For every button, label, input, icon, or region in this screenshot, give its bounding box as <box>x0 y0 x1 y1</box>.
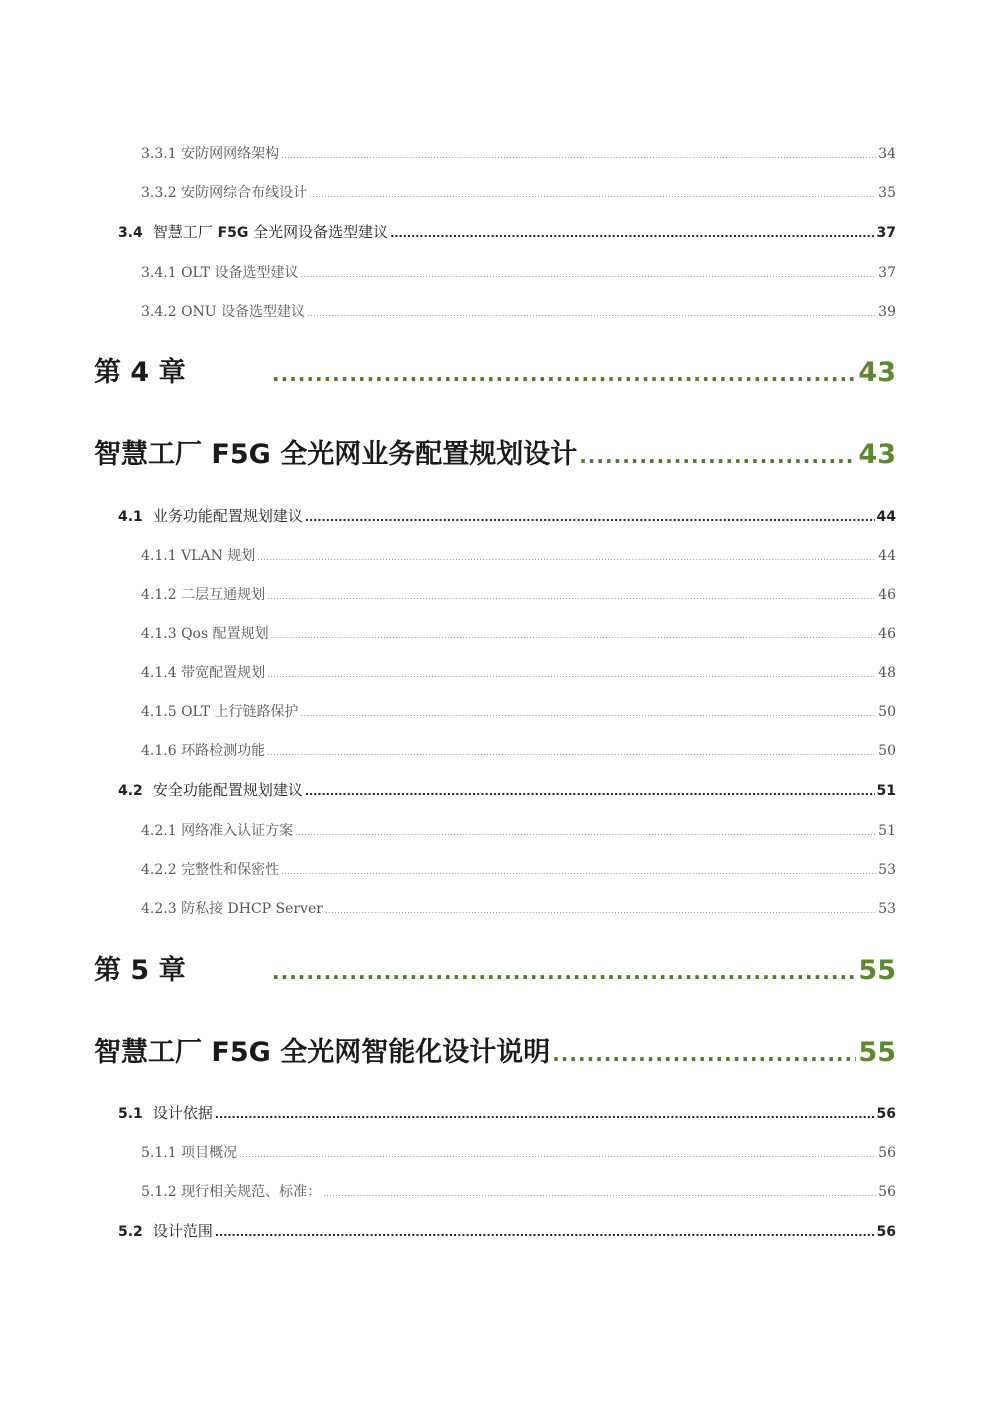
toc-entry-4-2-2[interactable] <box>141 859 896 879</box>
toc-entry-label <box>118 1220 213 1241</box>
title-part: 安全功能配置规划建议 <box>152 781 303 799</box>
toc-entry-5-2[interactable] <box>118 1220 896 1241</box>
dot-leader <box>325 906 876 915</box>
dot-leader <box>215 1226 875 1239</box>
toc-page-number: 56 <box>876 1106 896 1122</box>
toc-entry-4-1-6[interactable] <box>141 740 896 760</box>
dot-leader <box>301 709 877 718</box>
toc-entry-3-4-1[interactable] <box>141 262 896 282</box>
toc-page-number: 50 <box>878 743 896 759</box>
toc-entry-3-4[interactable] <box>118 221 896 242</box>
toc-entry-4-1[interactable] <box>118 505 896 526</box>
dot-leader <box>215 1108 875 1121</box>
toc-chapter-5[interactable] <box>94 948 896 987</box>
dot-leader <box>267 670 876 679</box>
dot-leader <box>257 553 876 562</box>
toc-chapter-5-title[interactable] <box>94 1030 896 1069</box>
toc-entry-label: 3.3.2 安防网综合布线设计 <box>141 185 308 201</box>
toc-page-number: 35 <box>878 185 896 201</box>
title-part: 业务功能配置规划建议 <box>152 507 303 525</box>
toc-entry-label: 智慧工厂 F5G 全光网智能化设计说明 <box>94 1037 551 1068</box>
toc-entry-label: 4.1.2 二层互通规划 <box>141 587 266 603</box>
toc-entry-label <box>118 505 303 526</box>
toc-entry-label: 5.1.2 现行相关规范、标准： <box>141 1184 322 1200</box>
title-part: 设计范围 <box>152 1222 213 1240</box>
toc-page-number: 39 <box>878 304 896 320</box>
dot-leader <box>323 1189 876 1198</box>
title-part: 设计依据 <box>152 1104 213 1122</box>
toc-entry-4-2-1[interactable] <box>141 820 896 840</box>
toc-entry-3-4-2[interactable] <box>141 301 896 321</box>
dot-leader <box>271 631 877 640</box>
toc-page-number: 44 <box>878 548 896 564</box>
toc-page-number: 51 <box>876 783 896 799</box>
toc-entry-4-1-4[interactable] <box>141 662 896 682</box>
dot-leader <box>307 309 876 318</box>
toc-page-number: 55 <box>858 955 896 986</box>
dot-leader <box>281 151 876 160</box>
toc-entry-label: 第 4 章 <box>94 357 186 388</box>
toc-entry-3-3-2[interactable] <box>141 182 896 202</box>
toc-entry-label: 第 5 章 <box>94 955 186 986</box>
toc-chapter-4-title[interactable] <box>94 432 896 471</box>
title-part: 智慧工厂 <box>152 223 218 241</box>
title-part: 全光网设备选型建议 <box>248 223 389 241</box>
dot-leader <box>281 867 876 876</box>
toc-page-number: 43 <box>858 439 896 470</box>
dot-leader <box>309 190 876 199</box>
toc-entry-label <box>118 779 303 800</box>
toc-page-number: 46 <box>878 626 896 642</box>
toc-page-number: 43 <box>858 357 896 388</box>
toc-entry-4-1-5[interactable] <box>141 701 896 721</box>
toc-page-number: 56 <box>878 1145 896 1161</box>
toc-entry-label <box>118 1102 213 1123</box>
toc-entry-4-2-3[interactable] <box>141 898 896 918</box>
toc-page-number: 46 <box>878 587 896 603</box>
dot-leader <box>579 444 856 468</box>
dot-leader <box>305 785 875 798</box>
toc-entry-label: 4.1.6 环路检测功能 <box>141 743 266 759</box>
toc-page-number: 55 <box>858 1037 896 1068</box>
toc-entry-4-1-1[interactable] <box>141 545 896 565</box>
section-number: 4.1 <box>118 509 143 525</box>
toc-entry-label: 4.2.2 完整性和保密性 <box>141 862 280 878</box>
title-bold-part: F5G <box>217 225 249 241</box>
toc-entry-label: 3.4.2 ONU 设备选型建议 <box>141 304 306 320</box>
toc-entry-5-1-1[interactable] <box>141 1142 896 1162</box>
dot-leader <box>239 1150 876 1159</box>
toc-entry-label: 4.2.1 网络准入认证方案 <box>141 823 294 839</box>
toc-entry-4-1-2[interactable] <box>141 584 896 604</box>
toc-entry-label: 4.1.5 OLT 上行链路保护 <box>141 704 299 720</box>
toc-page-number: 56 <box>878 1184 896 1200</box>
toc-page-number: 48 <box>878 665 896 681</box>
toc-entry-label <box>118 221 388 242</box>
toc-page-number: 37 <box>878 265 896 281</box>
dot-leader <box>301 270 877 279</box>
toc-page-number: 44 <box>876 509 896 525</box>
toc-page-number: 53 <box>878 901 896 917</box>
section-number: 5.2 <box>118 1224 143 1240</box>
toc-entry-label: 智慧工厂 F5G 全光网业务配置规划设计 <box>94 439 578 470</box>
toc-page-number: 56 <box>876 1224 896 1240</box>
dot-leader <box>552 1042 856 1066</box>
toc-entry-label: 3.3.1 安防网网络架构 <box>141 146 280 162</box>
dot-leader <box>295 828 876 837</box>
toc-chapter-4[interactable] <box>94 350 896 389</box>
toc-entry-label: 4.1.3 Qos 配置规划 <box>141 626 269 642</box>
toc-entry-5-1-2[interactable] <box>141 1181 896 1201</box>
toc-page-number: 34 <box>878 146 896 162</box>
dot-leader <box>272 960 856 984</box>
toc-page-number: 53 <box>878 862 896 878</box>
toc-page-number: 51 <box>878 823 896 839</box>
dot-leader <box>267 592 876 601</box>
toc-entry-4-1-3[interactable] <box>141 623 896 643</box>
toc-entry-label: 5.1.1 项目概况 <box>141 1145 238 1161</box>
dot-leader <box>272 362 856 386</box>
dot-leader <box>305 511 875 524</box>
section-number: 5.1 <box>118 1106 143 1122</box>
section-number: 3.4 <box>118 225 143 241</box>
toc-entry-label: 4.2.3 防私接 DHCP Server <box>141 901 323 917</box>
dot-leader <box>390 227 874 240</box>
toc-entry-4-2[interactable] <box>118 779 896 800</box>
toc-entry-label: 4.1.1 VLAN 规划 <box>141 548 256 564</box>
section-number: 4.2 <box>118 783 143 799</box>
toc-entry-label: 4.1.4 带宽配置规划 <box>141 665 266 681</box>
toc-page-number: 50 <box>878 704 896 720</box>
toc-entry-3-3-1[interactable] <box>141 143 896 163</box>
dot-leader <box>267 748 876 757</box>
toc-entry-5-1[interactable] <box>118 1102 896 1123</box>
toc-page-number: 37 <box>876 225 896 241</box>
toc-entry-label: 3.4.1 OLT 设备选型建议 <box>141 265 299 281</box>
